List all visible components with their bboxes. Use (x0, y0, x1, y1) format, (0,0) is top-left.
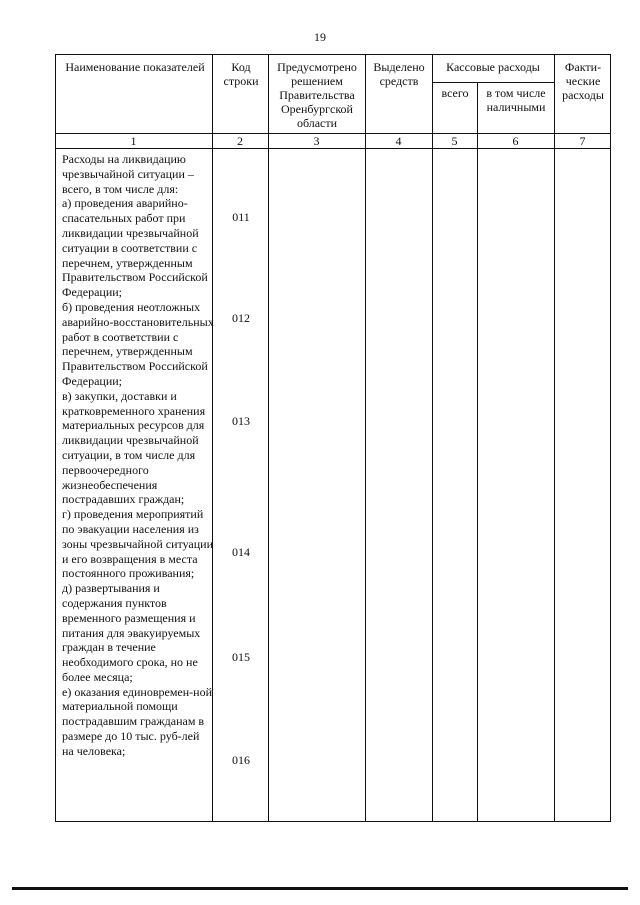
column-number: 2 (237, 134, 243, 148)
row-code: 013 (232, 414, 250, 428)
col-divider (268, 54, 269, 822)
row-011: а) проведения аварийно-спасательных работ при ликвидации чрезвычайной ситуации в соответствии с перечнем, утвержденным Правительством Российской Федерации; (62, 196, 208, 300)
row-015: д) развертывания и содержания пунктов временного размещения и питания для эвакуируемых граждан в течение необходимого срока, но не более месяца; (62, 581, 201, 684)
column-number: 1 (130, 134, 137, 148)
col-divider (365, 54, 366, 822)
page-number: 19 (314, 30, 326, 44)
row-016: е) оказания единовремен-ной материальной помощи пострадавшим гражданам в размере до 10 тыс. руб-лей на человека; (62, 684, 213, 758)
column-number: 7 (579, 134, 586, 148)
header-total: всего (441, 86, 469, 100)
row-code: 012 (232, 311, 250, 325)
column-number: 5 (451, 134, 458, 148)
header-cash-expenses: Кассовые расходы (446, 60, 540, 74)
row-code: 011 (232, 210, 250, 224)
column-number: 4 (395, 134, 402, 148)
group-divider (432, 82, 554, 83)
header-actual: Факти-ческие расходы (562, 60, 604, 102)
column-number: 3 (313, 134, 320, 148)
header-planned: Предусмотрено решением Правительства Оренбургской области (277, 60, 357, 130)
column-number: 6 (512, 134, 519, 148)
row-014: г) проведения мероприятий по эвакуации населения из зоны чрезвычайной ситуации и его возвращения в места постоянного проживания; (62, 507, 214, 581)
row-013: в) закупки, доставки и кратковременного хранения материальных ресурсов для ликвидации чрезвычайной ситуации, в том числе для первоочередного жизнеобеспечения пострадавших граждан; (62, 388, 206, 507)
header-in-cash: в том числе наличными (486, 86, 546, 114)
bottom-rule (12, 887, 628, 890)
row-012: б) проведения неотложных аварийно-восстановительных работ в соответствии с перечнем, утвержденным Правительством Российской Федерации; (62, 299, 214, 388)
row-code: 015 (232, 650, 250, 664)
column-numbers-line (55, 148, 611, 149)
col-divider (477, 82, 478, 822)
row-code: 014 (232, 545, 250, 559)
header-allocated: Выделено средств (373, 60, 425, 88)
header-name: Наименование показателей (65, 60, 205, 74)
col-divider (554, 54, 555, 822)
row-total: Расходы на ликвидацию чрезвычайной ситуации – всего, в том числе для: (62, 152, 194, 196)
header-code: Код строки (223, 60, 259, 88)
col-divider (432, 54, 433, 822)
row-code: 016 (232, 753, 250, 767)
indicators-list (62, 152, 214, 759)
